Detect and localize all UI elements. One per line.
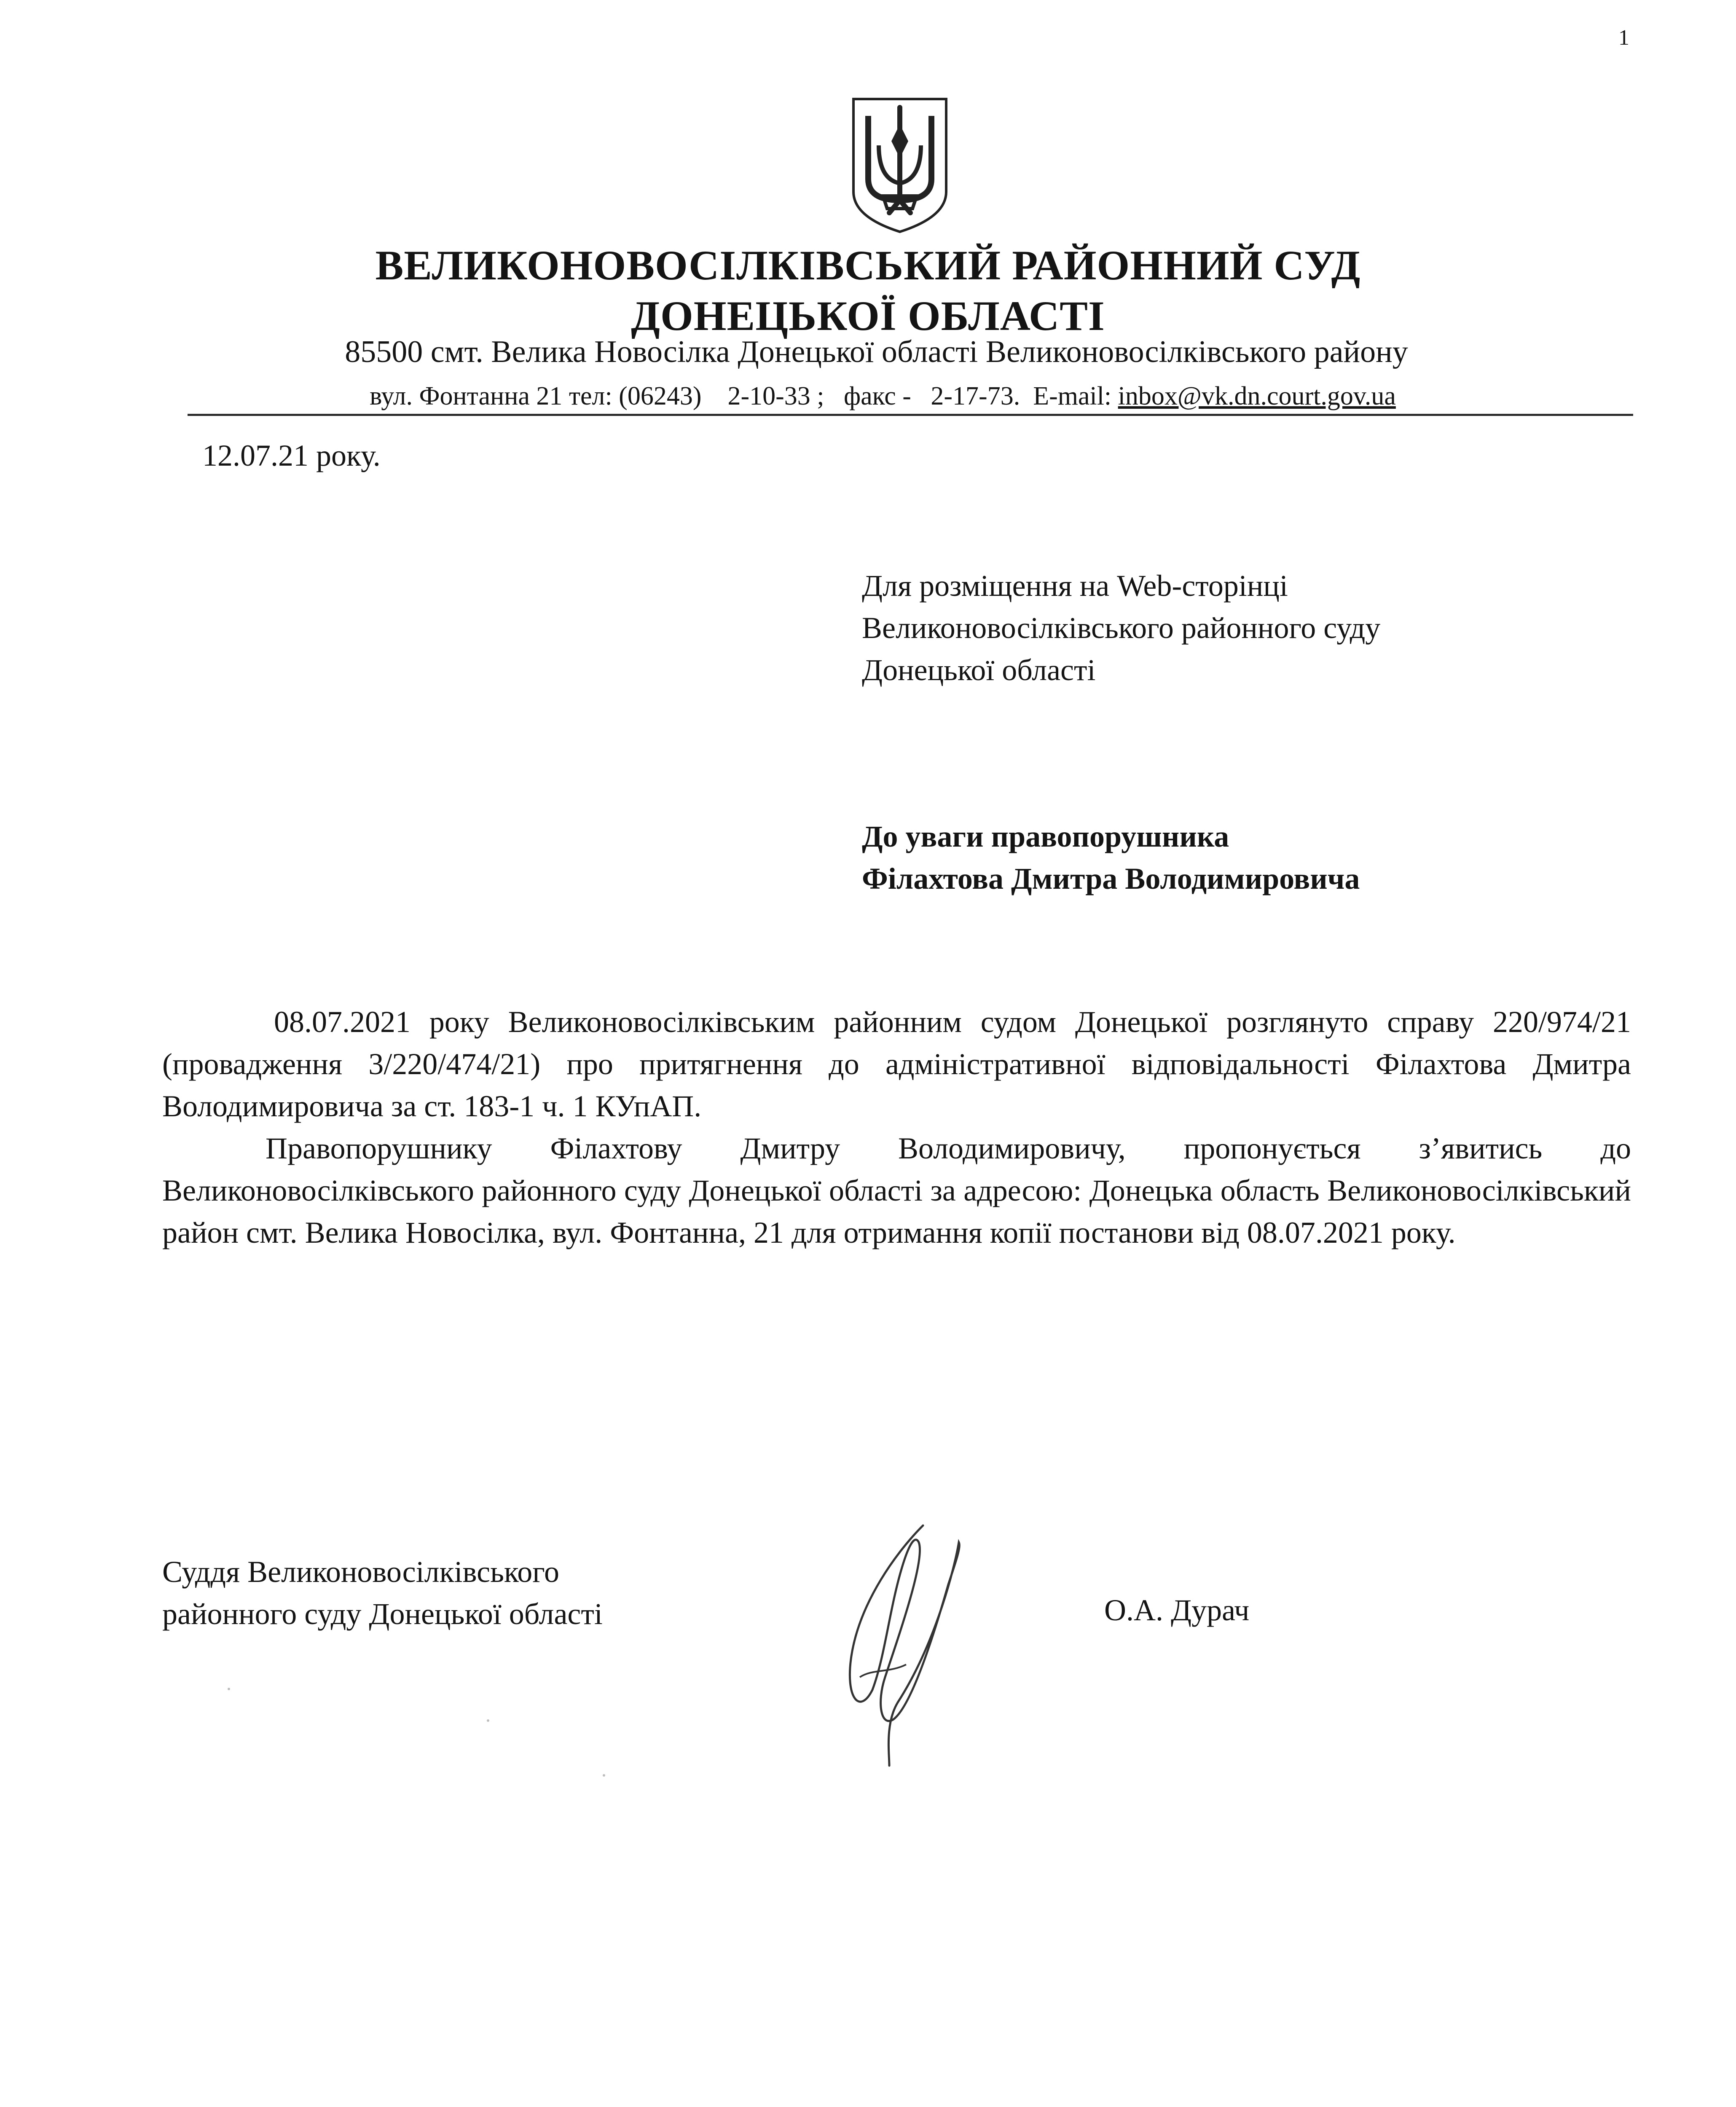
body-paragraph-2: Правопорушнику Філахтову Дмитру Володимировичу, пропонується з’явитись до Великоновосілківського районного суду Донецької області за адресою: Донецька область Великоновосілківський район смт. Велика Новосілка, вул. Фонтанна, 21 для отримання копії постанови від 08.07.2021 року. (162, 1131, 1631, 1249)
body-text (162, 1001, 1631, 1254)
trident-emblem-icon (849, 95, 950, 234)
signer-name: О.А. Дурач (1104, 1593, 1250, 1627)
scan-speck (603, 1774, 605, 1777)
court-name-line2: ДОНЕЦЬКОЇ ОБЛАСТІ (631, 292, 1105, 339)
addressee-line2: Філахтова Дмитра Володимировича (862, 862, 1360, 895)
signer-title-line1: Суддя Великоновосілківського (162, 1555, 559, 1589)
handwritten-signature-icon (834, 1517, 969, 1770)
scan-speck (487, 1719, 489, 1722)
header-divider (188, 414, 1633, 416)
addressee-block (862, 815, 1360, 900)
scan-speck (228, 1688, 230, 1690)
recipient-line1: Для розміщення на Web-сторінці (862, 569, 1288, 603)
email-link[interactable]: inbox@vk.dn.court.gov.ua (1118, 382, 1396, 410)
court-address: 85500 смт. Велика Новосілка Донецької області Великоновосілківського району (345, 335, 1408, 369)
signer-title (162, 1551, 603, 1635)
recipient-block (862, 565, 1380, 691)
court-name-line1: ВЕЛИКОНОВОСІЛКІВСЬКИЙ РАЙОННИЙ СУД (375, 242, 1361, 289)
document-date: 12.07.21 року. (202, 439, 381, 472)
recipient-line3: Донецької області (862, 653, 1096, 687)
recipient-line2: Великоновосілківського районного суду (862, 611, 1381, 645)
page-number: 1 (1618, 26, 1629, 50)
court-name (0, 240, 1736, 341)
body-paragraph-1: 08.07.2021 року Великоновосілківським районним судом Донецької розглянуто справу 220/974/21 (провадження 3/220/474/21) про притягнення до адміністративної відповідальності Філахтова Дмитра Володимировича за ст. 183-1 ч. 1 КУпАП. (162, 1005, 1631, 1123)
signer-title-line2: районного суду Донецької області (162, 1597, 603, 1631)
contacts-text: вул. Фонтанна 21 тел: (06243) 2-10-33 ; факс - 2-17-73. E-mail: (370, 382, 1118, 410)
court-contacts (0, 379, 1736, 413)
addressee-line1: До уваги правопорушника (862, 820, 1229, 853)
